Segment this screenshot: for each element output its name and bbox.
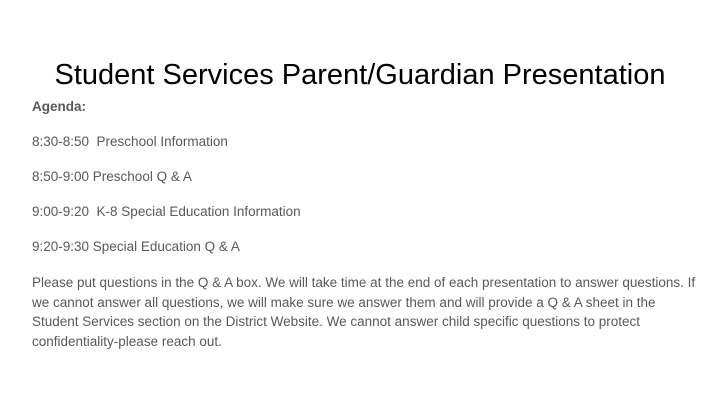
agenda-label: Agenda: <box>32 99 86 114</box>
agenda-item-preschool-qa: 8:50-9:00 Preschool Q & A <box>32 169 192 184</box>
slide-body <box>32 98 702 351</box>
agenda-item-special-ed-info: 9:00-9:20 K-8 Special Education Information <box>32 204 301 219</box>
questions-note: Please put questions in the Q & A box. We will take time at the end of each presentation to answer questions. If we cannot answer all questions, we will make sure we answer them and will provide a Q & A sheet in the Student Services section on the District Website. We cannot answer child specific questions to protect confidentiality-please reach out. <box>32 275 696 349</box>
agenda-item-preschool-info: 8:30-8:50 Preschool Information <box>32 134 228 149</box>
agenda-item-special-ed-qa: 9:20-9:30 Special Education Q & A <box>32 239 240 254</box>
slide-title: Student Services Parent/Guardian Presentation <box>54 59 666 91</box>
